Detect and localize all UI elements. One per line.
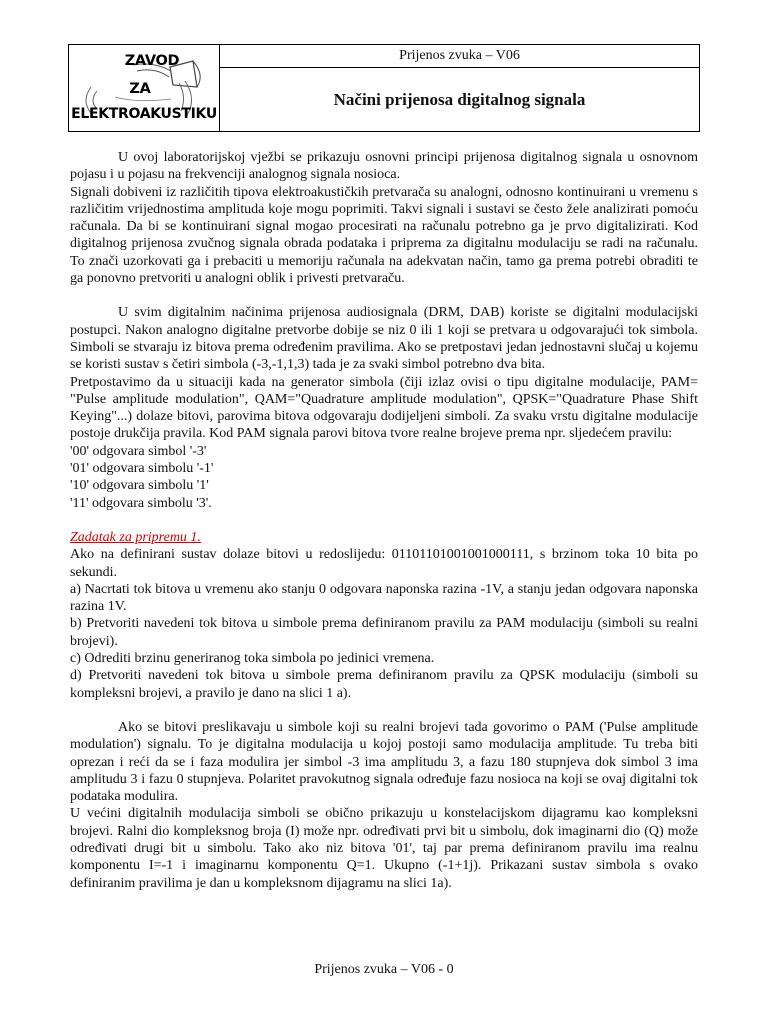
page-title: Načini prijenosa digitalnog signala — [333, 89, 586, 109]
task-item-c: c) Odrediti brzinu generiranog toka simbola po jedinici vremena. — [70, 651, 435, 667]
logo-text-line3: ELEKTROAKUSTIKU — [71, 106, 217, 122]
digitalization-paragraph: Signali dobiveni iz različitih tipova elektroakustičkih pretvarača su analogni, odnosno kontinuirani u vremenu s različitim vrijednostima amplituda koje mogu poprimiti. Takvi signali i sustavi se često žele analizirati pomoću računala. Da bi se kontinuirani signal mogao procesirati na računalu potrebno ga je prvo digitalizirati. Kod digitalnog prijenosa zvučnog signala obrada podataka i priprema za digitalnu modulaciju se radi na računalu. To znači uzorkovati ga i prebaciti u memoriju računala na adekvatan način, tamo ga prema potrebi obraditi te ga ponovno pretvoriti u analogni oblik i privesti pretvaraču. — [70, 184, 698, 287]
mapping-rule-1: '00' odgovara simbol '-3' — [70, 443, 207, 459]
task-intro: Ako na definirani sustav dolaze bitovi u redoslijedu: 0110110100100100011​1, s brzinom toka 10 bita po sekundi. — [70, 547, 698, 580]
task-item-d: d) Pretvoriti navedeni tok bitova u simbole prema definiranom pravilu za QPSK modulaciju (simboli su kompleksni brojevi, a pravilo je dano na slici 1 a). — [70, 668, 698, 701]
document-header — [68, 44, 700, 132]
task-heading: Zadatak za pripremu 1. — [70, 529, 201, 545]
modulation-paragraph: U svim digitalnim načinima prijenosa audiosignala (DRM, DAB) koriste se digitalni modulacijski postupci. Nakon analogno digitalne pretvorbe dobije se niz 0 ili 1 koji se pretvara u odgovarajući tok simbola. Simboli se stvaraju iz bitova prema određenim pravilima. Ako se pretpostavi jedan jednostavni slučaj u kojemu se koristi sustav s četiri simbola (-3,-1,1,3) tada je za svaki simbol potrebno dva bita. — [70, 305, 698, 373]
intro-paragraph: U ovoj laboratorijskoj vježbi se prikazuju osnovni principi prijenosa digitalnog signala u osnovnom pojasu i u pojasu na frekvenciji analognog signala nosioca. — [70, 150, 698, 183]
mapping-rule-3: '10' odgovara simbolu '1' — [70, 478, 209, 494]
mapping-rule-4: '11' odgovara simbolu '3'. — [70, 495, 212, 511]
symbol-generator-paragraph: Pretpostavimo da u situaciji kada na generator simbola (čiji izlaz ovisi o tipu digitalne modulacije, PAM= "Pulse amplitude modulation", QAM="Quadrature amplitude modulation", QPSK="Quadrature Phase Shift Keying"...) dolaze bitovi, parovima bitova odgovaraju dodijeljeni simboli. Za svaku vrstu digitalne modulacije postoje drukčija pravila. Kod PAM signala parovi bitova tvore realne brojeve prema npr. sljedećem pravilu: — [70, 374, 698, 442]
logo-text-line1: ZAVOD — [124, 53, 180, 69]
page-footer: Prijenos zvuka – V06 - 0 — [314, 962, 454, 977]
constellation-paragraph: U većini digitalnih modulacija simboli se obično prikazuju u konstelacijskom dijagramu kao kompleksni brojevi. Ralni dio kompleksnog broja (I) može npr. određivati prvi bit u simbolu, dok imaginarni dio (Q) može određivati drugi bit u simbolu. Tako ako niz bitova '01', taj par prema definiranom pravilu ima realnu komponentu I=-1 i imaginarnu komponentu Q=1. Ukupno (-1+1j). Prikazani sustav simbola s ovako definiranim pravilima je dan u kompleksnom dijagramu na slici 1a). — [70, 806, 698, 891]
course-subject: Prijenos zvuka – V06 — [220, 45, 699, 68]
document-body — [70, 149, 698, 892]
institute-logo — [69, 45, 220, 131]
logo-text-line2: ZA — [129, 81, 151, 97]
mapping-rule-2: '01' odgovara simbolu '-1' — [70, 461, 214, 477]
pam-paragraph: Ako se bitovi preslikavaju u simbole koji su realni brojevi tada govorimo o PAM ('Pulse amplitude modulation') signalu. To je digitalna modulacija u kojoj postoji samo modulacija amplitude. Tu treba biti oprezan i reći da se i faza modulira jer simbol -3 ima amplitudu 3, a fazu 180 stupnjeva dok simbol 3 ima amplitudu 3 i fazu 0 stupnjeva. Polaritet pravokutnog signala određuje fazu nosioca na koji se ovaj digitalni tok podataka modulira. — [70, 719, 698, 805]
header-title-cell — [220, 45, 699, 131]
task-item-b: b) Pretvoriti navedeni tok bitova u simbole prema definiranom pravilu za PAM modulaciju (simboli su realni brojevi). — [70, 616, 698, 649]
task-item-a: a) Nacrtati tok bitova u vremenu ako stanju 0 odgovara naponska razina -1V, a stanju jedan odgovara naponska razina 1V. — [70, 581, 698, 615]
